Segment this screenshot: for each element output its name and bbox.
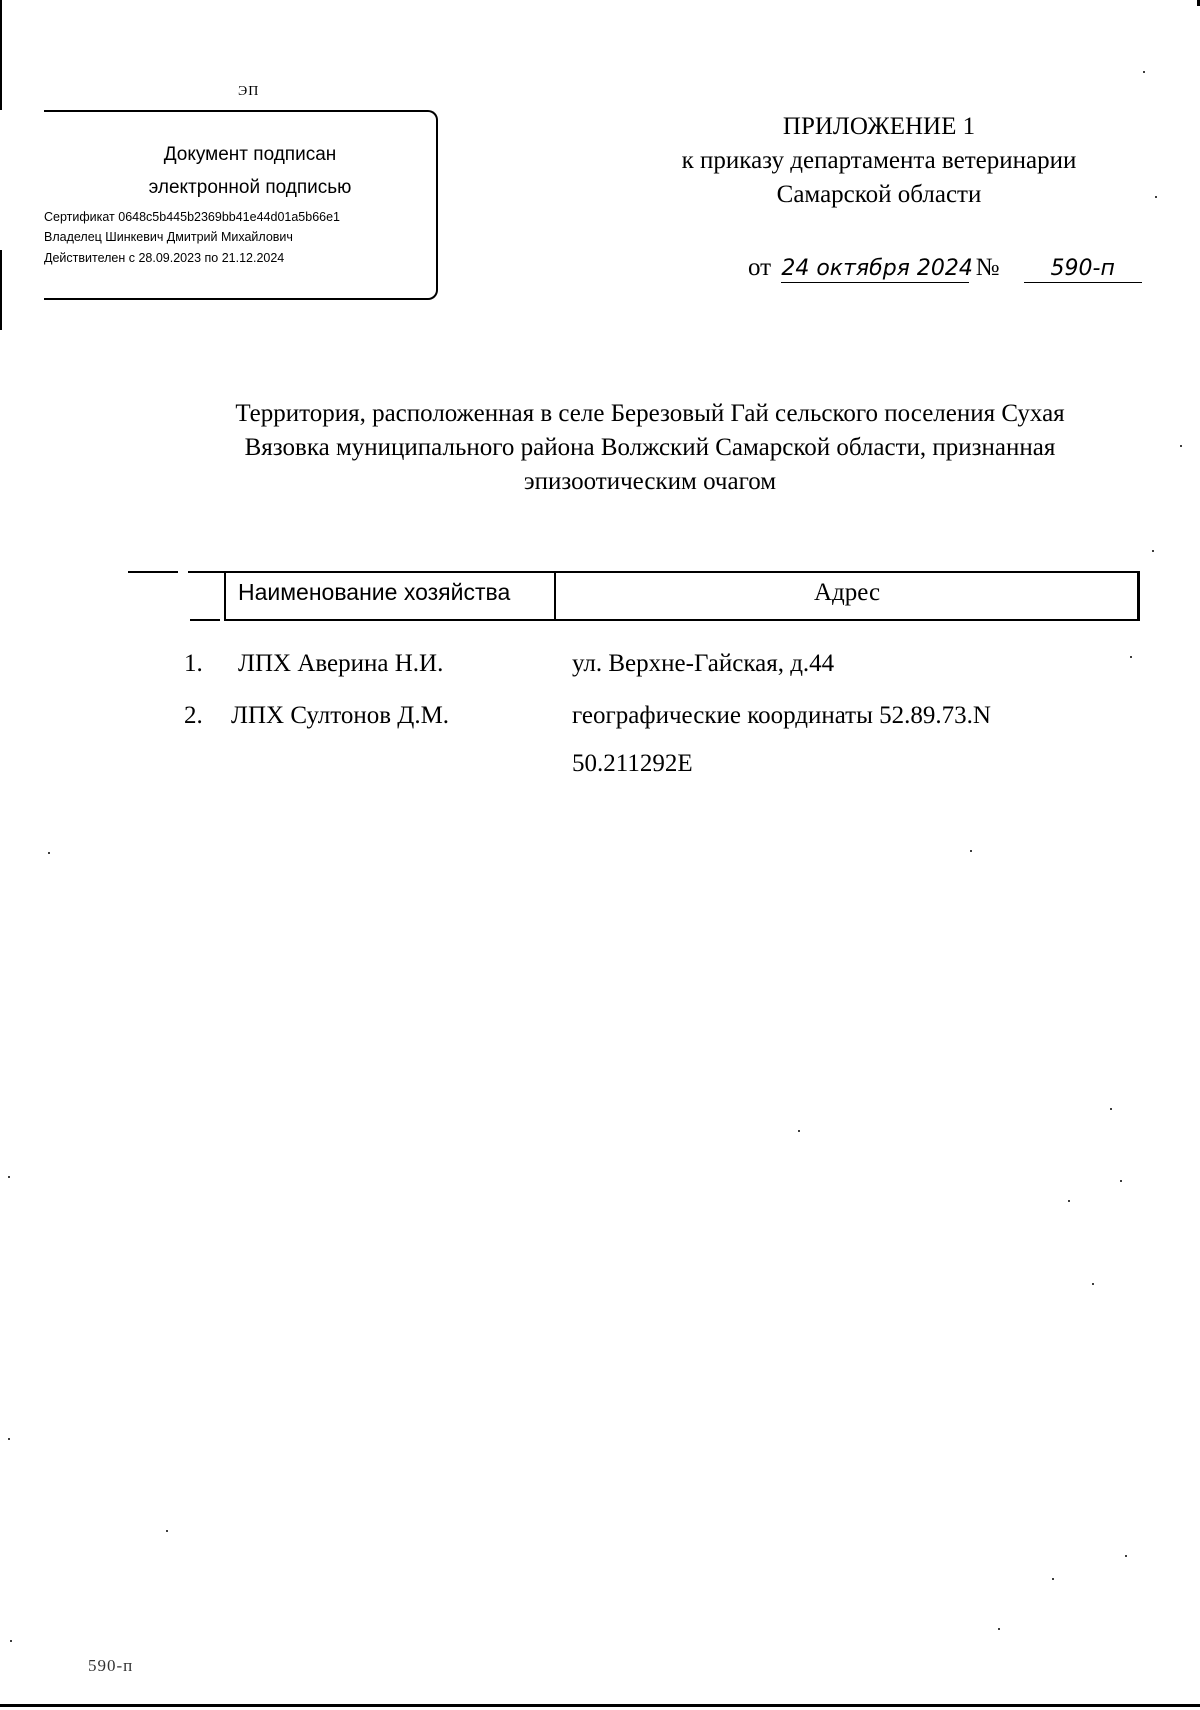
stamp-validity: Действителен с 28.09.2023 по 21.12.2024	[44, 251, 285, 265]
document-title	[160, 397, 1140, 499]
stamp-title-line: Документ подписан	[163, 144, 337, 165]
title-line: эпизоотическим очагом	[523, 468, 777, 495]
stamp-divider	[44, 298, 102, 299]
scan-speck	[1120, 1180, 1122, 1182]
title-line: Вязовка муниципального района Волжский Самарской области, признанная	[244, 434, 1056, 461]
scan-speck	[48, 852, 50, 854]
handwritten-date: 24 октября 2024	[781, 256, 973, 281]
scan-edge-left	[0, 0, 2, 110]
from-label: от	[748, 254, 772, 281]
scan-speck	[10, 1640, 12, 1642]
table-header	[128, 571, 1140, 621]
scan-speck	[8, 1176, 10, 1178]
scan-speck	[1130, 656, 1132, 658]
row-number: 1.	[184, 650, 203, 677]
scan-speck	[998, 1628, 1000, 1630]
farm-address: географические координаты 52.89.73.N	[572, 702, 991, 729]
scan-speck	[8, 1438, 10, 1440]
appendix-line: к приказу департамента ветеринарии	[681, 147, 1077, 174]
table-border	[190, 619, 220, 621]
scan-speck	[166, 1530, 168, 1532]
farm-name: ЛПХ Султонов Д.М.	[231, 702, 450, 729]
scan-edge-left	[0, 250, 2, 330]
scan-speck	[798, 1130, 800, 1132]
handwritten-number: 590-п	[1024, 256, 1142, 283]
stamp-certificate: Сертификат 0648c5b445b2369bb41e44d01a5b66e1	[44, 210, 341, 224]
stamp-owner: Владелец Шинкевич Дмитрий Михайлович	[44, 230, 293, 244]
scan-speck	[1180, 445, 1182, 447]
appendix-title: ПРИЛОЖЕНИЕ 1	[782, 113, 976, 140]
farm-address-continued: 50.211292E	[572, 750, 693, 777]
scan-edge-bottom	[0, 1704, 1200, 1707]
stamp-divider	[44, 110, 102, 111]
farm-address: ул. Верхне-Гайская, д.44	[572, 650, 835, 677]
scan-speck	[1155, 196, 1157, 198]
scan-speck	[970, 850, 972, 852]
table-border	[128, 571, 178, 573]
title-line: Территория, расположенная в селе Березовый Гай сельского поселения Сухая	[235, 400, 1065, 427]
scan-speck	[1068, 1200, 1070, 1202]
scan-speck	[1092, 1283, 1094, 1285]
stamp-title-line: электронной подписью	[148, 177, 352, 198]
scan-speck	[1143, 71, 1145, 73]
appendix-header	[640, 110, 1118, 212]
table-border	[554, 571, 556, 621]
column-header-name: Наименование хозяйства	[238, 579, 511, 605]
appendix-line: Самарской области	[776, 181, 982, 208]
table-border	[224, 571, 226, 621]
scan-speck	[1110, 1108, 1112, 1110]
table-border	[1137, 571, 1140, 621]
farm-name: ЛПХ Аверина Н.И.	[238, 650, 444, 677]
signature-stamp-title	[80, 138, 420, 204]
scan-speck	[1052, 1578, 1054, 1580]
row-number: 2.	[184, 702, 203, 729]
scan-speck	[1125, 1555, 1127, 1557]
table-border	[224, 619, 1140, 621]
scan-speck	[1152, 550, 1154, 552]
order-reference	[748, 254, 1142, 283]
table-border	[188, 571, 1140, 573]
column-header-address: Адрес	[813, 579, 881, 606]
number-label: №	[975, 254, 1000, 281]
footer-page-mark: 590-п	[88, 1656, 134, 1675]
signature-stamp-mark: ЭП	[238, 84, 260, 99]
